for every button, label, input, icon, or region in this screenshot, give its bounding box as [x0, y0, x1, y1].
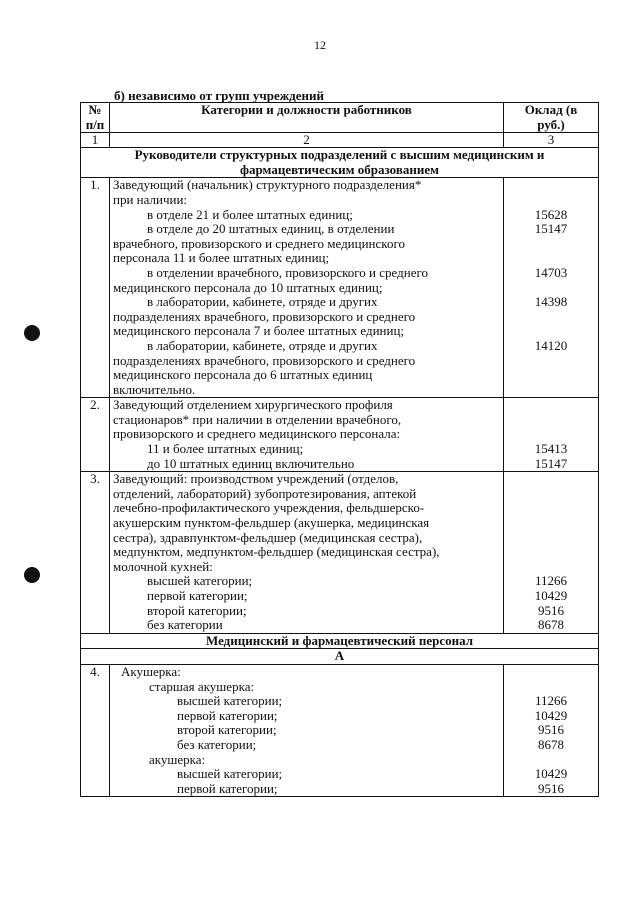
row-description: Акушерка: старшая акушерка: высшей категории; первой категории; второй категории; без категории; акушерка: высшей категории; первой категории; — [110, 664, 504, 796]
salary-table — [80, 102, 599, 797]
row-number: 2. — [81, 398, 110, 472]
column-index: 1 — [81, 133, 110, 148]
table-row — [81, 664, 599, 796]
row-number: 4. — [81, 664, 110, 796]
section-letter: А — [81, 649, 599, 665]
table-header-row — [81, 103, 599, 133]
row-salary: 15413 15147 — [504, 398, 599, 472]
header-salary: Оклад (в руб.) — [504, 103, 599, 133]
column-index: 3 — [504, 133, 599, 148]
section-title: Медицинский и фармацевтический персонал — [81, 633, 599, 649]
section-title: Руководители структурных подразделений с высшим медицинским и фармацевтическим образованием — [81, 148, 599, 178]
column-index-row — [81, 133, 599, 148]
row-number: 3. — [81, 472, 110, 634]
page-number: 12 — [314, 38, 326, 52]
row-description: Заведующий отделением хирургического профиля стационаров* при наличии в отделении врачебного, провизорского и среднего медицинского персонала: 11 и более штатных единиц; до 10 штатных единиц включительно — [110, 398, 504, 472]
section-row-medical — [81, 633, 599, 649]
row-number: 1. — [81, 178, 110, 398]
subtitle: б) независимо от групп учреждений — [114, 88, 324, 103]
row-description: Заведующий (начальник) структурного подразделения* при наличии: в отделе 21 и более штатных единиц; в отделе до 20 штатных единиц, в отделении врачебного, провизорского и среднего медицинского персонала 11 и более штатных единиц; в отделении врачебного, провизорского и среднего медицинского персонала до 10 штатных единиц; в лаборатории, кабинете, отряде и других подразделениях врачебного, провизорского и среднего медицинского персонала 7 и более штатных единиц; в лаборатории, кабинете, отряде и других подразделениях врачебного, провизорского и среднего медицинского персонала до 6 штатных единиц включительно. — [110, 178, 504, 398]
section-row-a — [81, 649, 599, 665]
header-categories: Категории и должности работников — [110, 103, 504, 133]
table-row — [81, 398, 599, 472]
row-salary: 11266 10429 9516 8678 — [504, 472, 599, 634]
header-number: № п/п — [81, 103, 110, 133]
column-index: 2 — [110, 133, 504, 148]
row-description: Заведующий: производством учреждений (отделов, отделений, лабораторий) зубопротезирования, аптекой лечебно-профилактического учреждения, фельдшерско- акушерским пунктом-фельдшер (акушерка, медицинская сестра), здравпунктом-фельдшер (медицинская сестра), медпунктом, медпунктом-фельдшер (медицинская сестра), молочной кухней: высшей категории; первой категории; второй категории; без категории — [110, 472, 504, 634]
section-row-heads — [81, 148, 599, 178]
punch-hole-icon — [24, 325, 40, 341]
row-salary: 15628 15147 14703 14398 14120 — [504, 178, 599, 398]
table-row — [81, 472, 599, 634]
punch-hole-icon — [24, 567, 40, 583]
row-salary: 11266 10429 9516 8678 10429 9516 — [504, 664, 599, 796]
table-row — [81, 178, 599, 398]
